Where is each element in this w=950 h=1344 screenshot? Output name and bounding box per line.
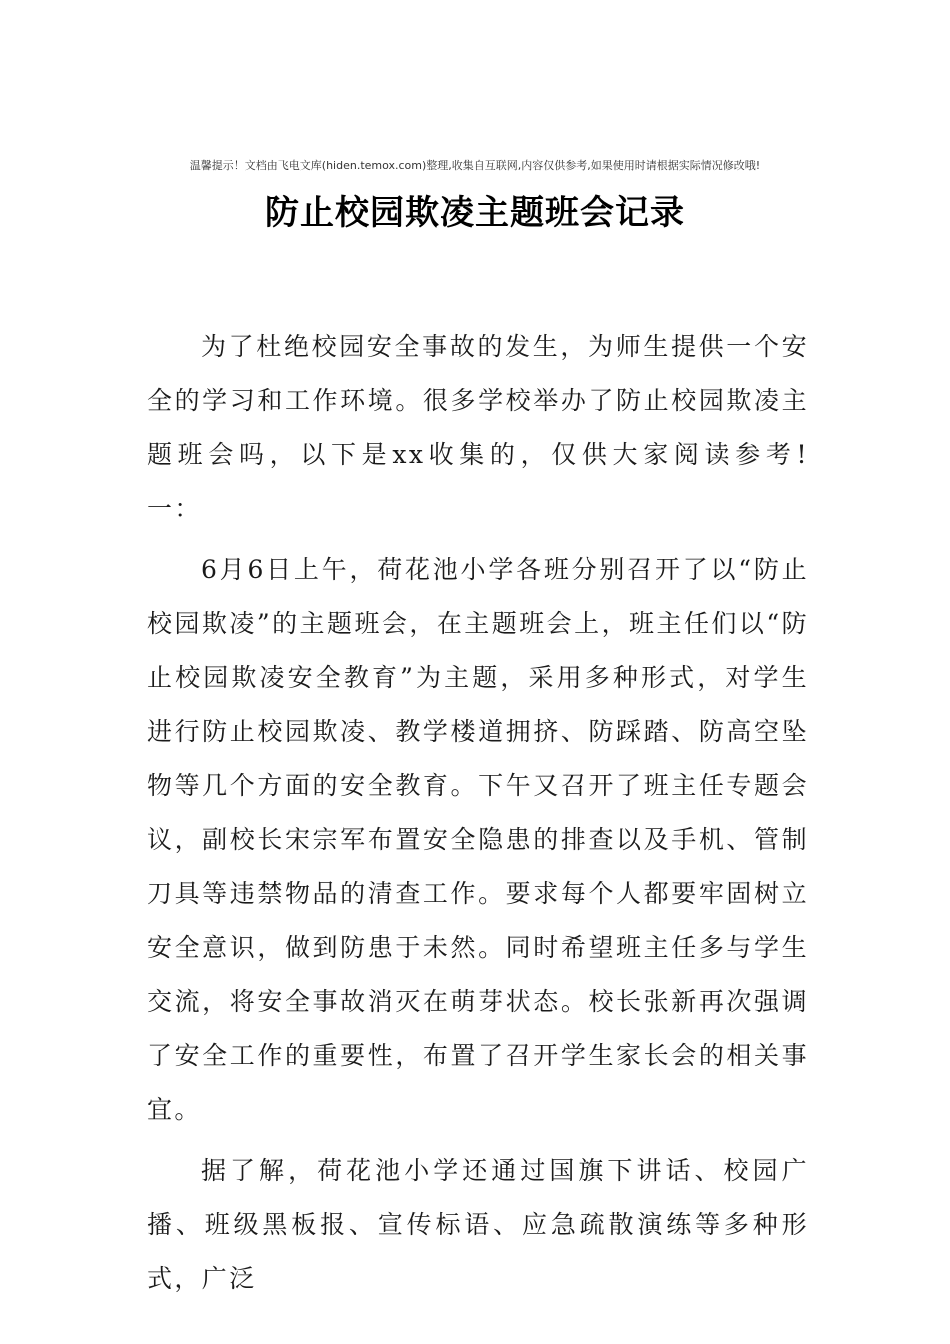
source-notice: 温馨提示！文档由飞电文库(hiden.temox.com)整理,收集自互联网,内容仅供参考,如果使用时请根据实际情况修改哦!	[189, 159, 761, 172]
paragraph-meeting: 6月6日上午，荷花池小学各班分别召开了以“防止校园欺凌”的主题班会，在主题班会上，班主任们以“防止校园欺凌安全教育”为主题，采用多种形式，对学生进行防止校园欺凌、教学楼道拥挤、防踩踏、防高空坠物等几个方面的安全教育。下午又召开了班主任专题会议，副校长宋宗军布置安全隐患的排查以及手机、管制刀具等违禁物品的清查工作。要求每个人都要牢固树立安全意识，做到防患于未然。同时希望班主任多与学生交流，将安全事故消灭在萌芽状态。校长张新再次强调了安全工作的重要性，布置了召开学生家长会的相关事宜。	[147, 555, 809, 1124]
document-body	[147, 320, 864, 1313]
paragraph-intro: 为了杜绝校园安全事故的发生，为师生提供一个安全的学习和工作环境。很多学校举办了防止校园欺凌主题班会吗，以下是xx收集的，仅供大家阅读参考! 一：	[147, 332, 864, 523]
page-title: 防止校园欺凌主题班会记录	[265, 193, 685, 233]
paragraph-activities: 据了解，荷花池小学还通过国旗下讲话、校园广播、班级黑板报、宣传标语、应急疏散演练等多种形式，广泛	[147, 1156, 809, 1293]
